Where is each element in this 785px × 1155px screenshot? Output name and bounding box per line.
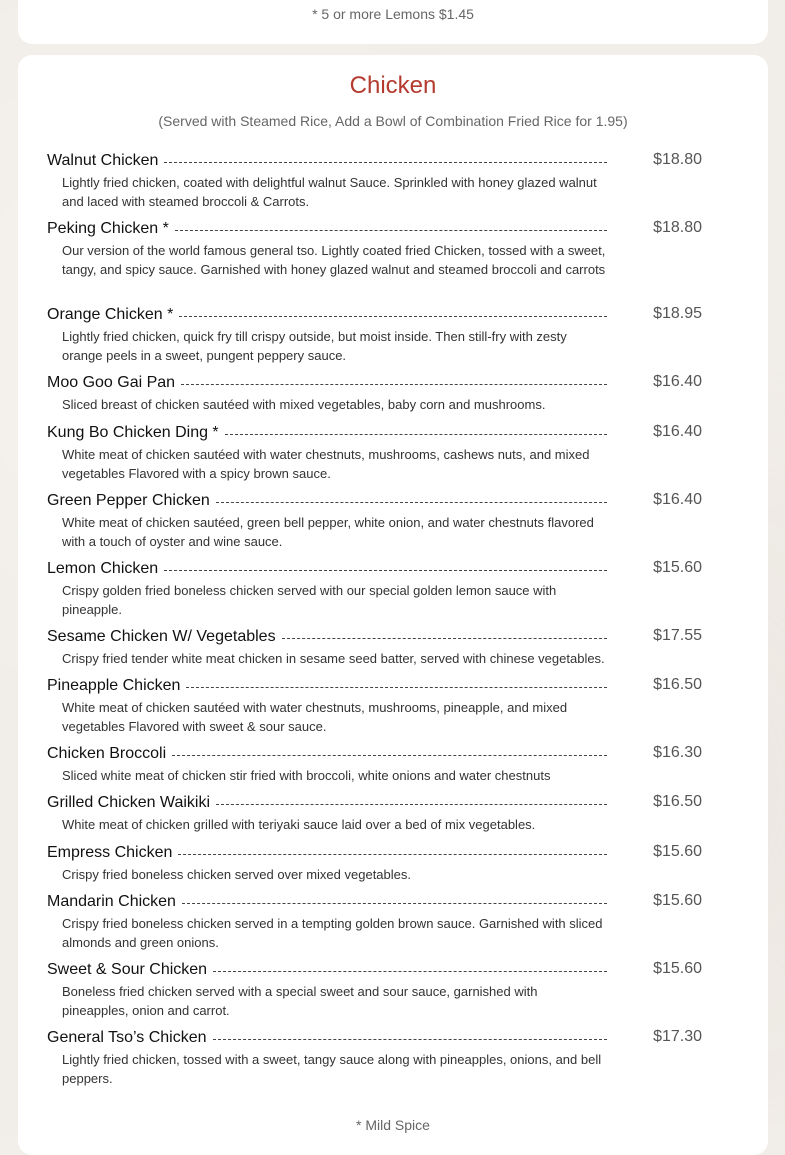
section-title: Chicken <box>349 72 437 99</box>
menu-item-price: $15.60 <box>653 960 702 977</box>
menu-item-price: $16.40 <box>653 423 702 440</box>
menu-item-name: Walnut Chicken <box>47 152 159 169</box>
menu-item-name: Chicken Broccoli <box>47 745 167 762</box>
dotted-leader <box>175 230 607 231</box>
dotted-leader <box>164 570 607 571</box>
menu-item-price: $18.95 <box>653 305 702 322</box>
menu-item-name: Empress Chicken <box>47 844 173 861</box>
menu-item <box>47 219 747 305</box>
menu-item-name: Pineapple Chicken <box>47 677 181 694</box>
mild-spice-footnote: * Mild Spice <box>356 1117 430 1133</box>
menu-item-description: Sliced breast of chicken sautéed with mixed vegetables, baby corn and mushrooms. <box>62 397 546 412</box>
menu-item-name: Peking Chicken * <box>47 220 169 237</box>
dotted-leader <box>225 434 607 435</box>
menu-item-price: $18.80 <box>653 219 702 236</box>
menu-item-name: Kung Bo Chicken Ding * <box>47 424 219 441</box>
menu-item <box>47 491 747 559</box>
menu-item-price: $15.60 <box>653 559 702 576</box>
menu-item <box>47 305 747 373</box>
menu-item-description: White meat of chicken sautéed, green bell pepper, white onion, and water chestnuts flavored with a touch of oyster and wine sauce. <box>62 515 594 549</box>
menu-item-price: $16.50 <box>653 676 702 693</box>
dotted-leader <box>172 755 607 756</box>
menu-item-description: Our version of the world famous general tso. Lightly coated fried Chicken, tossed with a sweet, tangy, and spicy sauce. Garnished with honey glazed walnut and steamed broccoli and carrots <box>62 243 606 277</box>
dotted-leader <box>178 854 607 855</box>
menu-item-price: $15.60 <box>653 843 702 860</box>
menu-item-name: Moo Goo Gai Pan <box>47 374 176 391</box>
menu-item <box>47 793 747 843</box>
dotted-leader <box>186 687 607 688</box>
menu-item-name: Orange Chicken * <box>47 306 174 323</box>
menu-item-description: Crispy fried boneless chicken served in a tempting golden brown sauce. Garnished with sliced almonds and green onions. <box>62 916 603 950</box>
menu-item-price: $18.80 <box>653 151 702 168</box>
section-subtitle: (Served with Steamed Rice, Add a Bowl of Combination Fried Rice for 1.95) <box>158 113 628 129</box>
menu-item <box>47 423 747 491</box>
menu-item-description: Crispy fried boneless chicken served over mixed vegetables. <box>62 867 412 882</box>
menu-item-name: Grilled Chicken Waikiki <box>47 794 210 811</box>
dotted-leader <box>216 804 607 805</box>
menu-item-description: Sliced white meat of chicken stir fried with broccoli, white onions and water chestnuts <box>62 768 551 783</box>
lemon-note: * 5 or more Lemons $1.45 <box>312 6 474 22</box>
menu-item-price: $16.40 <box>653 373 702 390</box>
dotted-leader <box>282 638 607 639</box>
menu-item-price: $17.55 <box>653 627 702 644</box>
menu-item-description: Lightly fried chicken, coated with delightful walnut Sauce. Sprinkled with honey glazed walnut and laced with steamed broccoli & Carrots. <box>62 175 597 209</box>
menu-item <box>47 960 747 1028</box>
menu-item <box>47 744 747 793</box>
menu-item-list <box>47 151 747 1096</box>
dotted-leader <box>179 316 607 317</box>
menu-item-description: Crispy fried tender white meat chicken in sesame seed batter, served with chinese vegetables. <box>62 651 605 666</box>
menu-item <box>47 1028 747 1096</box>
menu-item <box>47 843 747 892</box>
menu-item-price: $16.30 <box>653 744 702 761</box>
menu-item-name: Sesame Chicken W/ Vegetables <box>47 628 276 645</box>
menu-item-name: Lemon Chicken <box>47 560 159 577</box>
menu-item <box>47 892 747 960</box>
menu-item-price: $15.60 <box>653 892 702 909</box>
menu-item-description: Lightly fried chicken, quick fry till crispy outside, but moist inside. Then still-fry with zesty orange peels in a sweet, pungent peppery sauce. <box>62 329 567 363</box>
menu-item <box>47 559 747 627</box>
menu-item-description: White meat of chicken sautéed with water chestnuts, mushrooms, pineapple, and mixed vegetables Flavored with sweet & sour sauce. <box>62 700 568 734</box>
menu-item-price: $16.50 <box>653 793 702 810</box>
menu-item-description: White meat of chicken grilled with teriyaki sauce laid over a bed of mix vegetables. <box>62 817 536 832</box>
dotted-leader <box>216 502 607 503</box>
menu-item-description: Crispy golden fried boneless chicken served with our special golden lemon sauce with pineapple. <box>62 583 557 617</box>
menu-item-name: Mandarin Chicken <box>47 893 176 910</box>
dotted-leader <box>213 971 607 972</box>
menu-item <box>47 373 747 423</box>
menu-item-name: Green Pepper Chicken <box>47 492 210 509</box>
dotted-leader <box>164 162 607 163</box>
menu-item <box>47 151 747 219</box>
menu-item-price: $16.40 <box>653 491 702 508</box>
menu-item <box>47 627 747 676</box>
menu-item-name: Sweet & Sour Chicken <box>47 961 208 978</box>
previous-section-card <box>18 0 768 44</box>
chicken-section-card <box>18 55 768 1155</box>
menu-item-description: Lightly fried chicken, tossed with a sweet, tangy sauce along with pineapples, onions, and bell peppers. <box>62 1052 602 1086</box>
menu-item-description: White meat of chicken sautéed with water chestnuts, mushrooms, cashews nuts, and mixed vegetables Flavored with a spicy brown sauce. <box>62 447 590 481</box>
menu-item-price: $17.30 <box>653 1028 702 1045</box>
menu-item-name: General Tso’s Chicken <box>47 1029 207 1046</box>
menu-item <box>47 676 747 744</box>
dotted-leader <box>181 384 607 385</box>
dotted-leader <box>182 903 607 904</box>
menu-item-description: Boneless fried chicken served with a special sweet and sour sauce, garnished with pineapples, onion and carrot. <box>62 984 538 1018</box>
dotted-leader <box>213 1039 607 1040</box>
